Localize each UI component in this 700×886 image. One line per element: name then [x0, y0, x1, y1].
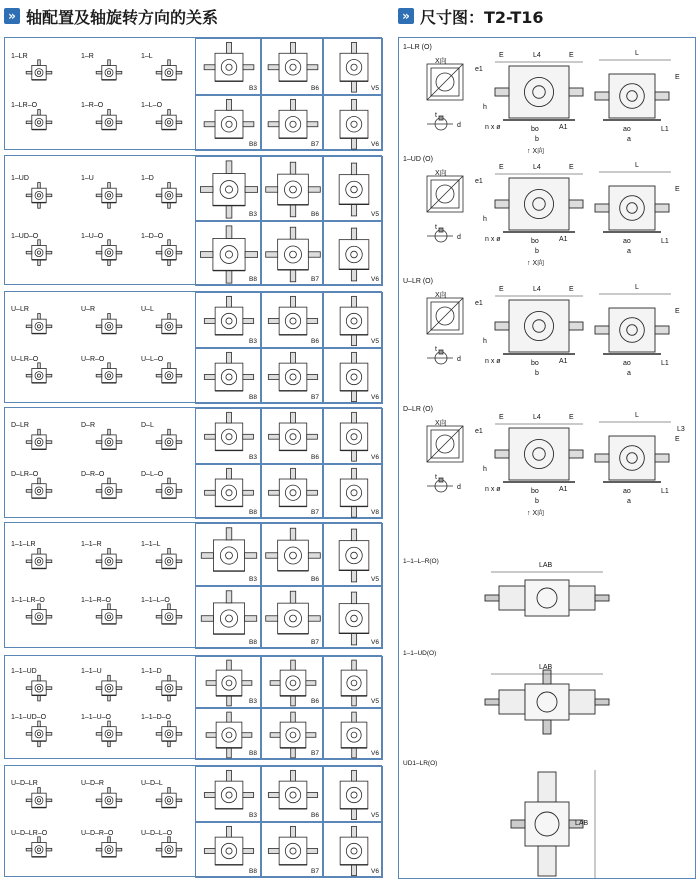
config-label: 1–L–O [141, 102, 163, 110]
gearbox-icon [156, 478, 182, 498]
gearbox-icon [96, 183, 122, 209]
dim-e: E [675, 74, 680, 81]
gearbox-icon [26, 60, 52, 80]
mount-code: B3 [249, 698, 257, 705]
config-label: U–LR–O [11, 355, 39, 363]
mount-code: B3 [249, 338, 257, 345]
config-label: D–R [81, 422, 96, 430]
gearbox-icon [26, 363, 52, 383]
config-label: 1–D–O [141, 232, 164, 240]
dim-bo: bo [531, 360, 539, 367]
dim-l: L [635, 284, 639, 291]
dim-ao: ao [623, 488, 631, 495]
x-direction-arrow: ↑ X向 [527, 260, 545, 267]
mount-code: B7 [311, 868, 319, 875]
mount-code: B6 [311, 338, 319, 345]
mount-code: B8 [249, 639, 257, 646]
config-label: U–R–O [81, 355, 105, 363]
dim-ao: ao [623, 238, 631, 245]
gearbox-icon [26, 548, 52, 568]
gearbox-icon [96, 240, 122, 266]
config-label: 1–U [81, 175, 94, 183]
gearbox-icon [156, 314, 182, 334]
mount-cell-b8 [195, 822, 261, 878]
mount-cell-v6 [323, 708, 383, 760]
dimension-panel [398, 37, 696, 879]
dim-l1: L1 [661, 238, 669, 245]
chevron-icon: » [4, 8, 20, 24]
gearbox-icon [26, 721, 52, 747]
mount-cell-b7 [261, 221, 323, 286]
mount-cell-b3 [195, 408, 261, 464]
config-label: 1–1–UD–O [11, 713, 47, 721]
mount-code: V6 [371, 868, 379, 875]
gearbox-icon [96, 363, 122, 383]
dim-nxe: n x ø [485, 124, 501, 131]
assembly-title: 1–1–L–R(O) [403, 558, 439, 565]
gearbox-icon [26, 478, 52, 498]
config-label: 1–1–R–O [81, 596, 111, 604]
dim-d: d [457, 122, 461, 129]
gearbox-icon [96, 429, 122, 449]
dim-e: E [569, 52, 574, 59]
gearbox-icon [96, 604, 122, 624]
mount-cell-b3 [195, 523, 261, 586]
mount-code: B6 [311, 698, 319, 705]
dim-a: a [627, 136, 631, 143]
config-label: U–D–LR [11, 780, 38, 788]
mount-cell-b3 [195, 156, 261, 221]
mount-cell-b8 [195, 221, 261, 286]
config-label: D–L–O [141, 470, 164, 478]
mount-code: B6 [311, 84, 319, 92]
dim-e: E [499, 164, 504, 171]
mount-cell-v5 [323, 766, 383, 822]
mount-code: V8 [371, 509, 379, 516]
config-icons [5, 38, 195, 149]
dim-h: h [483, 466, 487, 473]
config-label: 1–R [81, 52, 94, 60]
gearbox-icon [96, 837, 122, 857]
config-label: U–L–O [141, 355, 164, 363]
config-icons [5, 156, 195, 284]
gearbox-icon [26, 604, 52, 624]
dimension-drawings [399, 38, 695, 878]
mount-cell-b3 [195, 766, 261, 822]
mount-code: B8 [249, 509, 257, 516]
dim-e: E [675, 308, 680, 315]
dim-bo: bo [531, 238, 539, 245]
config-label: 1–UD–O [11, 232, 39, 240]
mount-code: V6 [371, 639, 379, 646]
mount-code: B8 [249, 868, 257, 875]
mount-code: B8 [249, 394, 257, 401]
dim-nxe: n x ø [485, 486, 501, 493]
mount-code: B6 [311, 453, 319, 461]
dim-l: L [635, 412, 639, 419]
dim-l3: L3 [677, 426, 685, 433]
config-label: D–LR–O [11, 470, 39, 478]
dim-d: d [457, 234, 461, 241]
mount-code: B6 [311, 812, 319, 819]
config-icons [5, 408, 195, 517]
mount-cell-b8 [195, 586, 261, 649]
dim-l: L [635, 50, 639, 57]
dim-lab: LAB [575, 820, 589, 827]
gearbox-icon [156, 675, 182, 701]
dim-h: h [483, 216, 487, 223]
mount-code: B8 [249, 141, 257, 148]
dim-l4: L4 [533, 52, 541, 59]
right-header [398, 6, 544, 26]
dim-b: b [535, 370, 539, 377]
mount-code: V5 [371, 812, 379, 819]
config-label: 1–LR–O [11, 102, 38, 110]
dim-b: b [535, 136, 539, 143]
config-label: 1–LR [11, 52, 28, 60]
gearbox-icon [96, 478, 122, 498]
config-label: 1–1–D–O [141, 713, 171, 721]
config-group-3 [4, 291, 382, 403]
config-label: 1–R–O [81, 102, 104, 110]
view-label: X向 [435, 58, 447, 65]
dim-e1: e1 [475, 300, 483, 307]
mount-cell-b6 [261, 292, 323, 348]
gearbox-icon [156, 721, 182, 747]
mount-code: B3 [249, 812, 257, 819]
gearbox-icon [96, 314, 122, 334]
dim-b: b [535, 248, 539, 255]
config-label: 1–U–O [81, 232, 104, 240]
mount-cell-b6 [261, 408, 323, 464]
mount-cell-b7 [261, 348, 323, 404]
mount-code: B3 [249, 453, 257, 461]
gearbox-icon [26, 240, 52, 266]
assembly-title: UD1–LR(O) [403, 760, 438, 767]
section-title: U–LR (O) [403, 278, 433, 285]
gearbox-icon [156, 429, 182, 449]
config-label: U–LR [11, 306, 29, 314]
dim-l: L [635, 162, 639, 169]
config-label: U–D–R–O [81, 829, 114, 837]
config-label: 1–1–L [141, 541, 161, 549]
view-label: X向 [435, 170, 447, 177]
dim-e1: e1 [475, 428, 483, 435]
config-label: 1–1–UD [11, 668, 37, 676]
mount-cell-v5 [323, 292, 383, 348]
left-title: 轴配置及轴旋转方向的关系 [26, 7, 219, 27]
mount-code: B7 [311, 276, 319, 283]
mount-cell-b8 [195, 348, 261, 404]
mount-code: V6 [371, 750, 379, 757]
mount-cell-v6 [323, 586, 383, 649]
dim-t: t [435, 112, 437, 119]
dim-nxe: n x ø [485, 236, 501, 243]
assembly-title: 1–1–UD(O) [403, 650, 437, 657]
mount-code: B8 [249, 276, 257, 283]
dim-l4: L4 [533, 414, 541, 421]
gearbox-icon [96, 110, 122, 130]
config-label: U–D–L–O [141, 829, 173, 837]
mount-code: V5 [371, 84, 379, 92]
gearbox-icon [156, 183, 182, 209]
mount-cell-b6 [261, 156, 323, 221]
mount-cell-b8 [195, 708, 261, 760]
gearbox-icon [96, 60, 122, 80]
config-label: U–L [141, 306, 154, 314]
dim-a1: A1 [559, 358, 568, 365]
mount-cell-v5 [323, 523, 383, 586]
mount-cell-v5 [323, 656, 383, 708]
mount-cell-b6 [261, 523, 323, 586]
config-label: 1–1–LR–O [11, 596, 45, 604]
config-label: U–D–R [81, 780, 104, 788]
mount-cell-b3 [195, 38, 261, 95]
dim-a1: A1 [559, 486, 568, 493]
gearbox-icon [26, 788, 52, 808]
section-title: D–LR (O) [403, 406, 433, 413]
dim-a: a [627, 498, 631, 505]
dim-a: a [627, 248, 631, 255]
config-label: 1–L [141, 52, 153, 60]
gearbox-icon [156, 240, 182, 266]
mount-cell-b7 [261, 464, 323, 520]
dim-e: E [569, 286, 574, 293]
dim-l1: L1 [661, 126, 669, 133]
view-label: X向 [435, 292, 447, 299]
gearbox-icon [96, 675, 122, 701]
dim-e: E [569, 414, 574, 421]
mount-code: B7 [311, 141, 319, 148]
mount-cell-b7 [261, 822, 323, 878]
gearbox-icon [96, 721, 122, 747]
gearbox-icon [156, 60, 182, 80]
dim-l4: L4 [533, 286, 541, 293]
gearbox-icon [96, 788, 122, 808]
config-label: U–D–LR–O [11, 829, 48, 837]
gearbox-icon [156, 788, 182, 808]
mount-code: B3 [249, 84, 257, 92]
config-group-4 [4, 407, 382, 518]
mount-cell-b3 [195, 292, 261, 348]
mount-code: V6 [371, 453, 379, 461]
dim-e: E [675, 186, 680, 193]
mount-cell-v8 [323, 464, 383, 520]
config-label: 1–UD [11, 175, 29, 183]
mount-code: B6 [311, 576, 319, 583]
config-label: 1–1–R [81, 541, 102, 549]
config-label: D–L [141, 422, 154, 430]
mount-cell-b8 [195, 464, 261, 520]
gearbox-icon [26, 314, 52, 334]
dim-nxe: n x ø [485, 358, 501, 365]
dim-ao: ao [623, 126, 631, 133]
chevron-icon: » [398, 8, 414, 24]
x-direction-arrow: ↑ X向 [527, 148, 545, 155]
config-label: D–LR [11, 422, 29, 430]
mount-code: V5 [371, 576, 379, 583]
dim-ao: ao [623, 360, 631, 367]
dim-t: t [435, 346, 437, 353]
mount-code: V5 [371, 211, 379, 218]
gearbox-icon [156, 110, 182, 130]
mount-code: V6 [371, 276, 379, 283]
mount-cell-v5 [323, 156, 383, 221]
section-title: 1–UD (O) [403, 156, 433, 163]
config-label: D–R–O [81, 470, 105, 478]
dim-t: t [435, 224, 437, 231]
mount-cell-v6 [323, 822, 383, 878]
dim-h: h [483, 338, 487, 345]
mount-cell-b7 [261, 708, 323, 760]
gearbox-icon [156, 604, 182, 624]
dim-t: t [435, 474, 437, 481]
section-title: 1–LR (O) [403, 44, 432, 51]
dim-bo: bo [531, 488, 539, 495]
mount-cell-b6 [261, 38, 323, 95]
config-label: U–D–L [141, 780, 163, 788]
mount-code: B3 [249, 211, 257, 218]
mount-code: B7 [311, 509, 319, 516]
dim-e: E [499, 286, 504, 293]
dim-d: d [457, 356, 461, 363]
config-label: 1–1–U [81, 668, 102, 676]
view-label: X向 [435, 420, 447, 427]
mount-cell-v6 [323, 95, 383, 152]
right-title: 尺寸图：T2-T16 [420, 7, 544, 27]
config-group-5 [4, 522, 382, 648]
dim-bo: bo [531, 126, 539, 133]
gearbox-icon [26, 183, 52, 209]
config-group-1 [4, 37, 382, 150]
mount-code: B7 [311, 639, 319, 646]
mount-cell-v6 [323, 221, 383, 286]
dim-lab: LAB [539, 664, 553, 671]
dim-e1: e1 [475, 66, 483, 73]
dim-a1: A1 [559, 124, 568, 131]
dim-l1: L1 [661, 360, 669, 367]
gearbox-icon [156, 548, 182, 568]
gearbox-icon [96, 548, 122, 568]
config-icons [5, 292, 195, 402]
mount-cell-b6 [261, 766, 323, 822]
config-group-7 [4, 765, 382, 877]
dim-e: E [675, 436, 680, 443]
dim-e: E [499, 414, 504, 421]
dim-e: E [569, 164, 574, 171]
config-label: 1–1–U–O [81, 713, 111, 721]
mount-cell-v5 [323, 38, 383, 95]
config-group-2 [4, 155, 382, 285]
mount-cell-b6 [261, 656, 323, 708]
config-label: U–R [81, 306, 96, 314]
mount-cell-b8 [195, 95, 261, 152]
dim-l1: L1 [661, 488, 669, 495]
mount-code: V5 [371, 338, 379, 345]
config-label: 1–D [141, 175, 154, 183]
mount-cell-b3 [195, 656, 261, 708]
mount-cell-b7 [261, 586, 323, 649]
mount-code: B3 [249, 576, 257, 583]
gearbox-icon [156, 363, 182, 383]
dim-l4: L4 [533, 164, 541, 171]
dim-e1: e1 [475, 178, 483, 185]
gearbox-icon [26, 110, 52, 130]
mount-code: B6 [311, 211, 319, 218]
config-label: 1–1–D [141, 668, 162, 676]
config-label: 1–1–LR [11, 541, 36, 549]
left-header [4, 6, 218, 26]
gearbox-icon [26, 429, 52, 449]
dim-a1: A1 [559, 236, 568, 243]
mount-code: B7 [311, 394, 319, 401]
x-direction-arrow: ↑ X向 [527, 510, 545, 517]
mount-cell-b7 [261, 95, 323, 152]
mount-code: B8 [249, 750, 257, 757]
dim-e: E [499, 52, 504, 59]
dim-h: h [483, 104, 487, 111]
mount-code: B7 [311, 750, 319, 757]
gearbox-icon [26, 837, 52, 857]
mount-code: V5 [371, 698, 379, 705]
dim-a: a [627, 370, 631, 377]
gearbox-icon [26, 675, 52, 701]
config-label: 1–1–L–O [141, 596, 170, 604]
mount-cell-v6 [323, 348, 383, 404]
dim-lab: LAB [539, 562, 553, 569]
gearbox-icon [156, 837, 182, 857]
mount-code: V6 [371, 141, 379, 148]
config-group-6 [4, 655, 382, 759]
mount-cell-v6 [323, 408, 383, 464]
mount-code: V6 [371, 394, 379, 401]
dim-d: d [457, 484, 461, 491]
dim-b: b [535, 498, 539, 505]
